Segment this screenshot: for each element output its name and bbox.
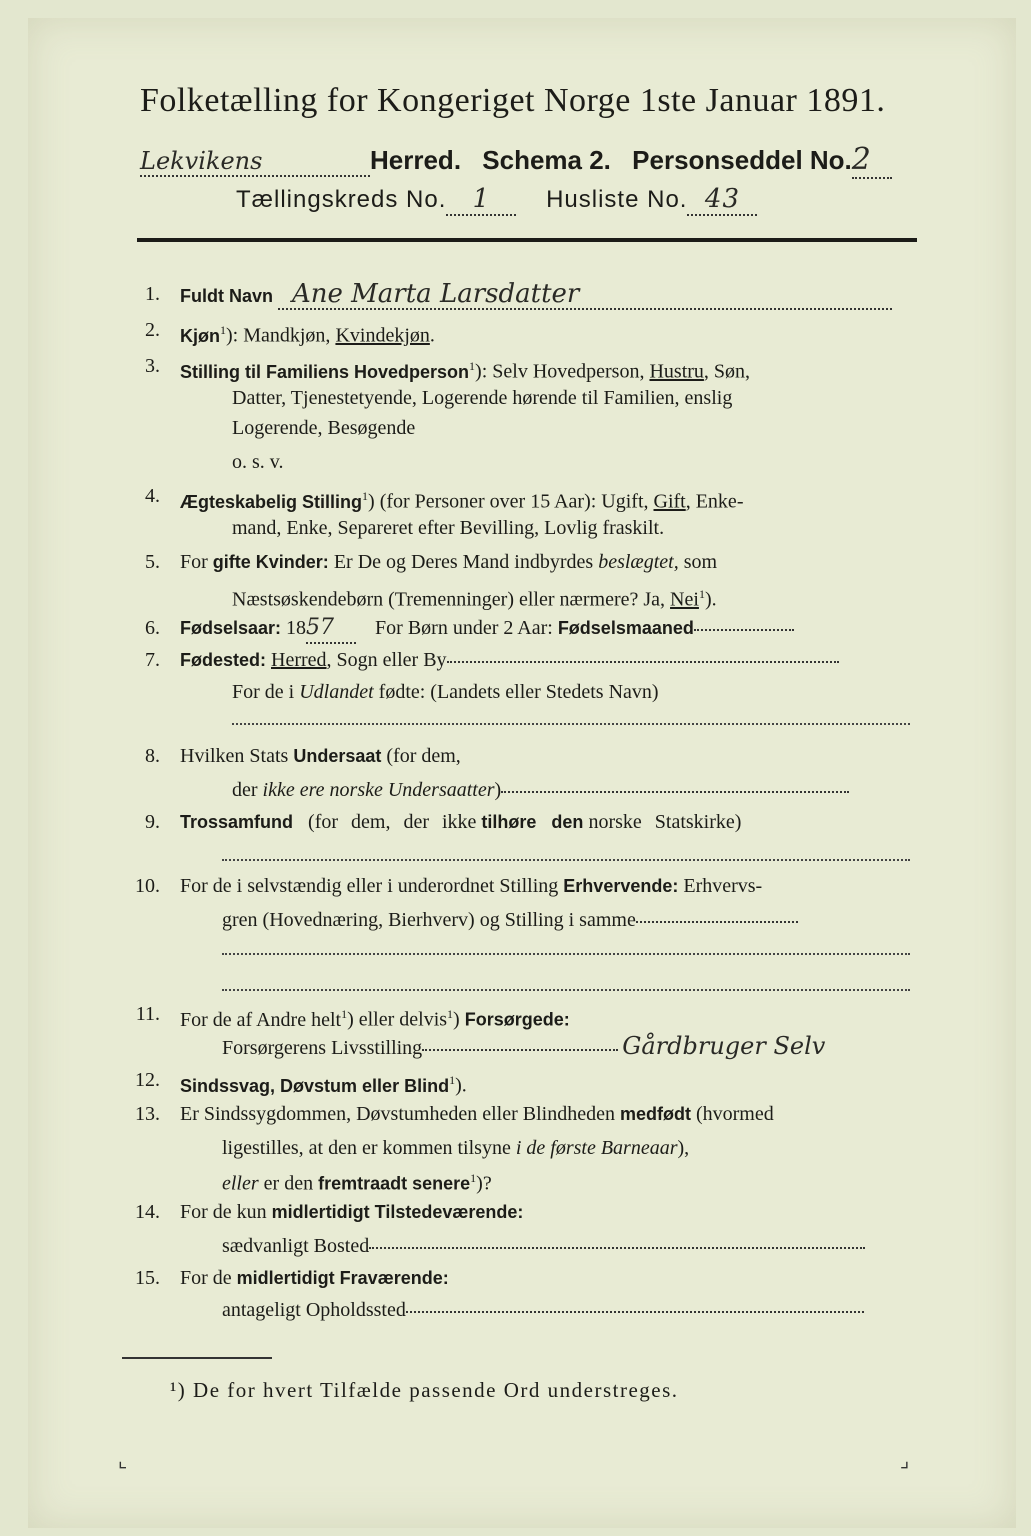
form-title: Folketælling for Kongeriget Norge 1ste Januar 1891.	[140, 82, 886, 119]
item-label: Kjøn	[180, 325, 220, 346]
item-8-line2	[232, 776, 849, 804]
item-text: , Sogn eller By	[326, 649, 447, 671]
item-text: ): Mandkjøn,	[226, 324, 336, 347]
selected-option: Herred	[271, 649, 327, 671]
selected-option: Gift	[653, 490, 686, 513]
item-text: ) eller delvis	[347, 1008, 448, 1031]
item-number: 1.	[145, 283, 160, 305]
fodselsaar-value: 57	[306, 614, 356, 644]
item-number: 9.	[145, 811, 160, 833]
item-number: 8.	[145, 745, 160, 767]
item-text: For	[180, 551, 213, 573]
husliste-value: 43	[687, 184, 757, 216]
selected-option: Nei	[670, 588, 699, 611]
item-14-line2	[222, 1232, 865, 1260]
item-text: (hvormed	[690, 1103, 774, 1125]
fodselsaar-prefix: 18	[286, 617, 307, 639]
forsorger-field	[422, 1048, 618, 1051]
item-11-line2	[222, 1032, 825, 1062]
item-7	[120, 646, 839, 674]
item-label: Sindssvag, Døvstum eller Blind	[180, 1075, 450, 1096]
item-text: Er De og Deres Mand indbyrdes	[328, 551, 599, 573]
item-label: Fødested:	[180, 650, 267, 670]
item-4-line2: mand, Enke, Separeret efter Bevilling, Lovlig fraskilt.	[232, 517, 665, 539]
item-italic: i de første Barneaar	[515, 1137, 678, 1159]
item-8	[120, 742, 461, 770]
item-number: 13.	[135, 1103, 160, 1125]
item-text: ligestilles, at den er kommen tilsyne	[222, 1137, 516, 1159]
item-7-line2	[232, 678, 659, 706]
item-12	[120, 1066, 467, 1100]
item-text: Forsørgerens Livsstilling	[222, 1037, 423, 1059]
item-text: (for dem, der ikke	[308, 811, 477, 833]
item-text: Hvilken Stats	[180, 745, 294, 767]
fuldt-navn-value: Ane Marta Larsdatter	[278, 280, 892, 310]
item-number: 12.	[135, 1069, 160, 1091]
item-number: 10.	[135, 875, 160, 897]
herred-label: Herred.	[370, 145, 462, 175]
item-label: midlertidigt Tilstedeværende:	[271, 1202, 524, 1222]
item-label: medfødt	[619, 1104, 691, 1124]
item-13-line3	[222, 1164, 492, 1198]
item-label: Stilling til Familiens Hovedperson	[180, 361, 470, 382]
item-number: 11.	[135, 1003, 160, 1025]
erhverv-field-3	[222, 988, 910, 991]
item-15-line2	[222, 1296, 864, 1324]
item-6	[120, 614, 794, 644]
footnote-ref: 1	[220, 323, 226, 337]
item-text: Er Sindssygdommen, Døvstumheden eller Blindheden	[180, 1103, 620, 1125]
footnote-ref: 1	[469, 359, 476, 373]
item-text: antageligt Opholdssted	[222, 1299, 406, 1321]
trossamfund-field	[222, 858, 910, 861]
erhverv-field	[636, 920, 798, 923]
item-label: gifte Kvinder:	[212, 552, 329, 572]
item-5-line2	[232, 580, 717, 614]
corner-mark-left: ⌞	[118, 1448, 128, 1472]
item-number: 5.	[145, 551, 160, 573]
item-text: ): Selv Hovedperson,	[475, 360, 650, 383]
item-italic: Udlandet	[299, 681, 374, 703]
header-rule	[137, 238, 917, 242]
footnote-ref: 1	[449, 1073, 456, 1087]
item-label: Fødselsaar:	[180, 618, 282, 638]
fodselsmaaned-field	[694, 628, 794, 631]
bosted-field	[369, 1246, 865, 1249]
kreds-line	[236, 184, 757, 216]
udland-field	[232, 722, 910, 725]
item-number: 7.	[145, 649, 160, 671]
item-label: midlertidigt Fraværende:	[236, 1268, 449, 1288]
item-italic: ikke ere norske Undersaatter	[262, 779, 495, 801]
personseddel-label: Personseddel No.	[632, 145, 852, 175]
footnote-ref: 1	[470, 1171, 477, 1185]
kreds-value: 1	[446, 184, 516, 216]
item-text: For de kun	[180, 1201, 272, 1223]
item-label: Fødselsmaaned	[557, 618, 694, 638]
footnote: ¹) De for hvert Tilfælde passende Ord understreges.	[170, 1378, 679, 1402]
item-3-line2: Datter, Tjenestetyende, Logerende hørende til Familien, enslig	[232, 387, 733, 409]
item-italic: eller	[222, 1172, 259, 1195]
item-5	[120, 548, 717, 576]
item-text: fødte: (Landets eller Stedets Navn)	[373, 681, 659, 703]
item-number: 6.	[145, 617, 160, 639]
item-text: ).	[455, 1074, 467, 1097]
item-13	[120, 1100, 774, 1128]
fodested-field	[447, 660, 839, 663]
item-label: Ægteskabelig Stilling	[180, 491, 363, 512]
item-1	[120, 280, 892, 310]
item-text: , Søn,	[703, 360, 751, 383]
undersaat-field	[501, 790, 849, 793]
item-text: , Enke-	[685, 490, 744, 513]
selected-option: Kvindekjøn	[335, 324, 430, 347]
item-3-line4: o. s. v.	[232, 451, 284, 473]
item-text: ),	[677, 1137, 690, 1159]
item-text: gren (Hovednæring, Bierhverv) og Stilling i samme	[222, 909, 636, 931]
item-3-line3: Logerende, Besøgende	[232, 417, 416, 439]
item-text: der	[232, 779, 263, 801]
item-text: For de	[180, 1267, 237, 1289]
item-bold: tilhøre den	[481, 812, 584, 832]
item-number: 15.	[135, 1267, 160, 1289]
item-text: )	[494, 779, 502, 801]
item-10	[120, 872, 762, 900]
item-text: For de i	[232, 681, 300, 703]
item-3	[120, 352, 750, 386]
item-label: Forsørgede:	[464, 1009, 570, 1030]
personseddel-value: 2	[852, 142, 892, 179]
item-text: norske Statskirke)	[588, 811, 742, 833]
forsorger-value: Gårdbruger Selv	[622, 1032, 826, 1060]
footnote-rule	[122, 1357, 272, 1359]
item-15	[120, 1264, 449, 1292]
item-label: Undersaat	[293, 746, 382, 766]
item-11	[120, 1000, 570, 1034]
item-number: 2.	[145, 319, 160, 341]
item-text: .	[429, 324, 435, 347]
opholdssted-field	[406, 1310, 864, 1313]
item-italic: beslægtet,	[598, 551, 679, 573]
item-text: (for dem,	[381, 745, 461, 767]
item-text: er den	[258, 1172, 319, 1195]
schema-label: Schema 2.	[482, 145, 611, 175]
erhverv-field-2	[222, 952, 910, 955]
item-10-line2	[222, 906, 798, 934]
item-text: Erhvervs-	[678, 875, 763, 897]
form-header-line	[140, 142, 920, 179]
item-text: For de af Andre helt	[180, 1008, 342, 1031]
item-number: 14.	[135, 1201, 160, 1223]
footnote-ref: 1	[362, 489, 369, 503]
item-text: sædvanligt Bosted	[222, 1235, 370, 1257]
item-text: Næstsøskendebørn (Tremenninger) eller nærmere? Ja,	[232, 588, 671, 611]
item-number: 3.	[145, 355, 160, 377]
item-13-line2	[222, 1134, 689, 1162]
kreds-label: Tællingskreds No.	[236, 186, 447, 213]
husliste-label: Husliste No.	[546, 186, 688, 213]
item-label: fremtraadt senere	[318, 1173, 471, 1194]
item-text: som	[678, 551, 718, 573]
item-2	[120, 316, 435, 350]
item-number: 4.	[145, 485, 160, 507]
item-text: For de i selvstændig eller i underordnet Stilling	[180, 875, 564, 897]
footnote-ref: 1	[341, 1007, 348, 1021]
item-label: Erhvervende:	[563, 876, 679, 896]
item-text: ).	[704, 588, 717, 611]
item-text: ) (for Personer over 15 Aar): Ugift,	[368, 490, 654, 513]
item-text: )	[453, 1008, 465, 1031]
item-14	[120, 1198, 523, 1226]
selected-option: Hustru	[649, 360, 704, 383]
item-4	[120, 482, 743, 516]
corner-mark-right: ⌟	[900, 1448, 910, 1472]
footnote-ref: 1	[698, 587, 705, 601]
item-9	[120, 808, 741, 836]
item-text: For Børn under 2 Aar:	[375, 617, 553, 639]
item-label: Fuldt Navn	[180, 286, 273, 306]
footnote-ref: 1	[447, 1007, 454, 1021]
herred-value: Lekvikens	[140, 147, 370, 177]
item-text: )?	[476, 1172, 492, 1195]
item-label: Trossamfund	[180, 812, 294, 832]
